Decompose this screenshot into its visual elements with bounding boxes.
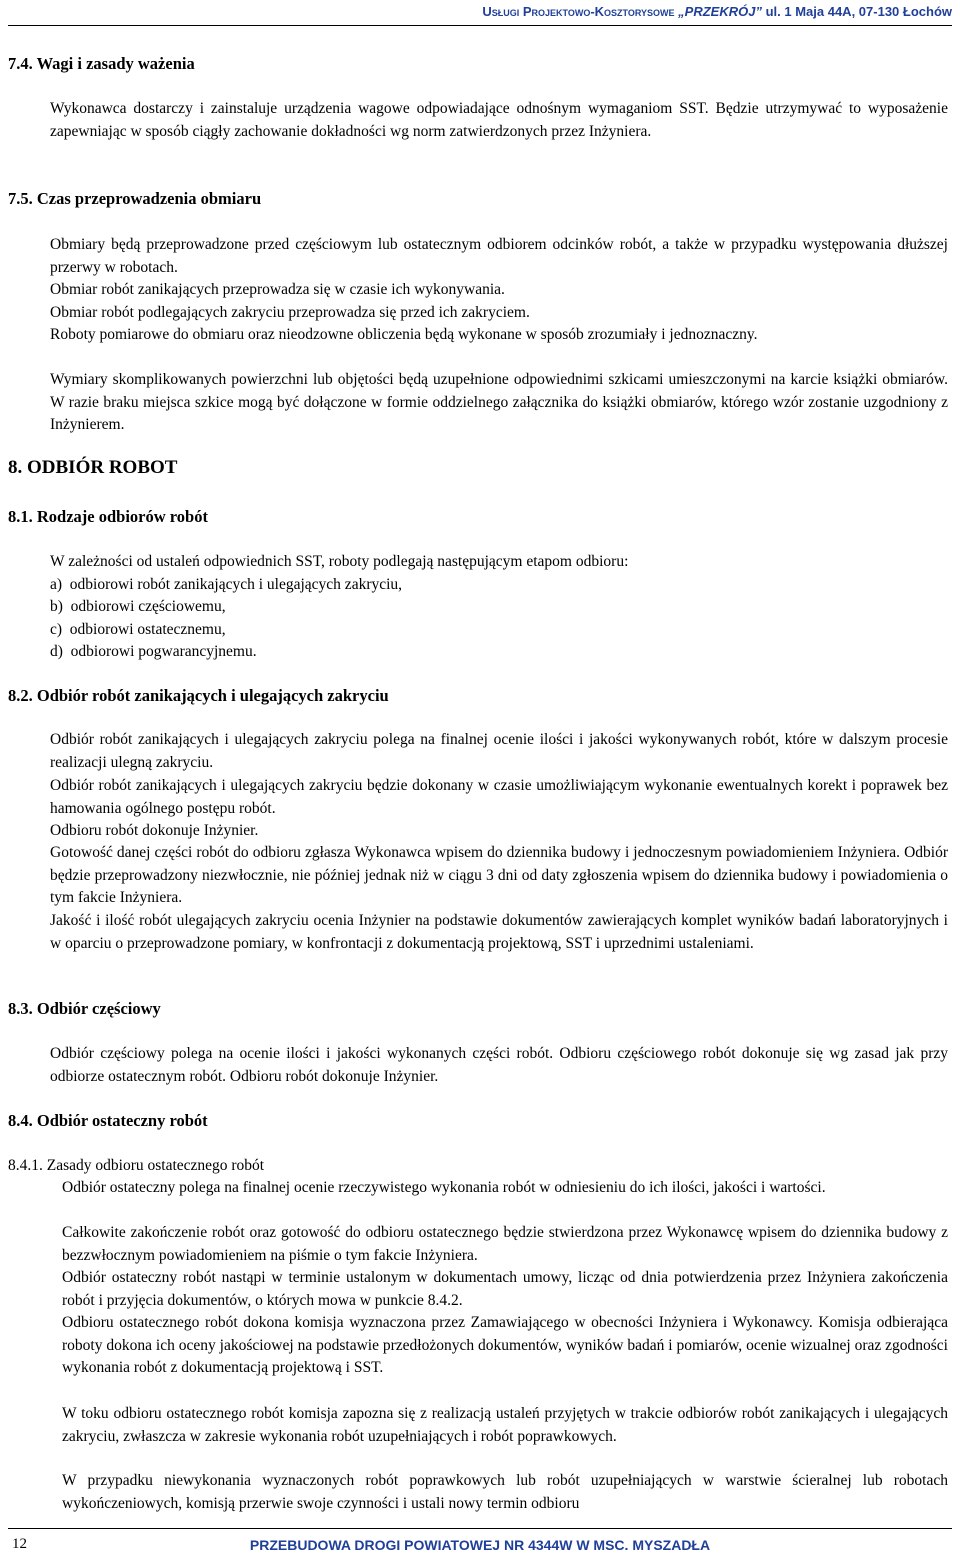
header-brand: „PRZEKRÓJ”	[678, 4, 762, 19]
s82-para-5: Jakość i ilość robót ulegających zakryciu ocenia Inżynier na podstawie dokumentów zawierających komplet wyników badań laboratoryjnych i w oparciu o przeprowadzone pomiary, w konfrontacji z dokumentacją projektową, SST i uprzednimi ustaleniami.	[50, 912, 948, 952]
s75-para-5: Wymiary skomplikowanych powierzchni lub objętości będą uzupełnione odpowiednimi szkicami umieszczonymi na karcie książki obmiarów. W razie braku miejsca szkice mogą być dołączone w formie oddzielnego załącznika do książki obmiarów, którego wzór zostanie uzgodniony z Inżynierem.	[50, 371, 948, 434]
s75-para-4: Roboty pomiarowe do obmiaru oraz nieodzowne obliczenia będą wykonane w sposób zrozumiały i jednoznaczny.	[50, 326, 758, 343]
page-header	[8, 4, 952, 19]
section-8-3-title: 8.3. Odbiór częściowy	[8, 999, 161, 1018]
s84-para-2: Całkowite zakończenie robót oraz gotowość do odbioru ostatecznego będzie stwierdzona przez Wykonawcę wpisem do dziennika budowy z bezzwłocznym powiadomieniem na piśmie o tym fakcie Inżyniera.	[62, 1224, 948, 1264]
s81-item-a: a) odbiorowi robót zanikających i ulegających zakryciu,	[50, 576, 403, 593]
s83-text: Odbiór częściowy polega na ocenie ilości i jakości wykonanych części robót. Odbioru częściowego robót dokonuje się wg zasad jak przy odbiorze ostatecznym robót. Odbioru robót dokonuje Inżynier.	[50, 1045, 948, 1085]
footer-title: PRZEBUDOWA DROGI POWIATOWEJ NR 4344W W MSC. MYSZADŁA	[249, 1537, 711, 1553]
section-8-2-title: 8.2. Odbiór robót zanikających i ulegających zakryciu	[8, 686, 389, 705]
section-7-4-title: 7.4. Wagi i zasady ważenia	[8, 54, 195, 73]
s75-para-2: Obmiar robót zanikających przeprowadza się w czasie ich wykonywania.	[50, 281, 505, 298]
section-8-title: 8. ODBIÓR ROBOT	[8, 457, 178, 478]
footer-divider	[8, 1528, 952, 1529]
s82-para-2: Odbiór robót zanikających i ulegających zakryciu będzie dokonany w czasie umożliwiającym wykonanie ewentualnych korekt i poprawek bez hamowania ogólnego postępu robót.	[50, 777, 948, 817]
section-8-4-title: 8.4. Odbiór ostateczny robót	[8, 1111, 208, 1130]
s82-para-1: Odbiór robót zanikających i ulegających zakryciu polega na finalnej ocenie ilości i jakości wykonywanych robót, które w dalszym procesie realizacji ulegną zakryciu.	[50, 731, 948, 771]
s82-para-4: Gotowość danej części robót do odbioru zgłasza Wykonawca wpisem do dziennika budowy i jednoczesnym powiadomieniem Inżyniera. Odbiór będzie przeprowadzony niezwłocznie, nie później jednak niż w ciągu 3 dni od daty zgłoszenia wpisem do dziennika budowy i powiadomienia o tym fakcie Inżyniera.	[50, 844, 948, 907]
s84-para-1: Odbiór ostateczny polega na finalnej ocenie rzeczywistego wykonania robót w odniesieniu do ich ilości, jakości i wartości.	[62, 1179, 826, 1196]
page-number: 12	[12, 1536, 27, 1552]
s81-item-b: b) odbiorowi częściowemu,	[50, 598, 226, 615]
s81-item-c: c) odbiorowi ostatecznemu,	[50, 621, 226, 638]
s84-para-3: Odbiór ostateczny robót nastąpi w terminie ustalonym w dokumentach umowy, licząc od dnia potwierdzenia przez Inżyniera zakończenia robót i przyjęcia dokumentów, o których mowa w punkcie 8.4.2.	[62, 1269, 948, 1309]
s84-para-5: W toku odbioru ostatecznego robót komisja zapozna się z realizacją ustaleń przyjętych w trakcie odbiorów robót zanikających i ulegających zakryciu, zwłaszcza w zakresie wykonania robót uzupełniających i robót poprawkowych.	[62, 1405, 948, 1445]
s81-item-d: d) odbiorowi pogwarancyjnemu.	[50, 643, 257, 660]
s84-para-6: W przypadku niewykonania wyznaczonych robót poprawkowych lub robót uzupełniających w warstwie ścieralnej lub robotach wykończeniowych, komisją przerwie swoje czynności i ustali nowy termin odbioru	[62, 1472, 948, 1512]
section-7-5-title: 7.5. Czas przeprowadzenia obmiaru	[8, 189, 262, 208]
section-8-1-title: 8.1. Rodzaje odbiorów robót	[8, 507, 208, 526]
s82-para-3: Odbioru robót dokonuje Inżynier.	[50, 822, 259, 839]
s84-para-4: Odbioru ostatecznego robót dokona komisja wyznaczona przez Zamawiającego w obecności Inżyniera i Wykonawcy. Komisja odbierająca roboty dokona ich oceny jakościowej na podstawie przedłożonych dokumentów, wyników badań i pomiarów, ocenie wizualnej oraz zgodności wykonania robót z dokumentacją projektową i SST.	[62, 1314, 948, 1377]
header-company: Usługi Projektowo-Kosztorysowe	[482, 4, 675, 19]
header-divider	[8, 25, 952, 26]
section-7-4-text: Wykonawca dostarczy i zainstaluje urządzenia wagowe odpowiadające odnośnym wymaganiom SST. Będzie utrzymywać to wyposażenie zapewniając w sposób ciągły zachowanie dokładności wg norm zatwierdzonych przez Inżyniera.	[50, 100, 948, 140]
s81-intro: W zależności od ustaleń odpowiednich SST, roboty podlegają następującym etapom odbioru:	[50, 553, 629, 570]
s75-para-3: Obmiar robót podlegających zakryciu przeprowadza się przed ich zakryciem.	[50, 304, 530, 321]
s75-para-1: Obmiary będą przeprowadzone przed częściowym lub ostatecznym odbiorem odcinków robót, a także w przypadku występowania dłuższej przerwy w robotach.	[50, 236, 948, 276]
header-address: ul. 1 Maja 44A, 07-130 Łochów	[765, 4, 952, 19]
section-8-4-1-title: 8.4.1. Zasady odbioru ostatecznego robót	[8, 1157, 265, 1174]
